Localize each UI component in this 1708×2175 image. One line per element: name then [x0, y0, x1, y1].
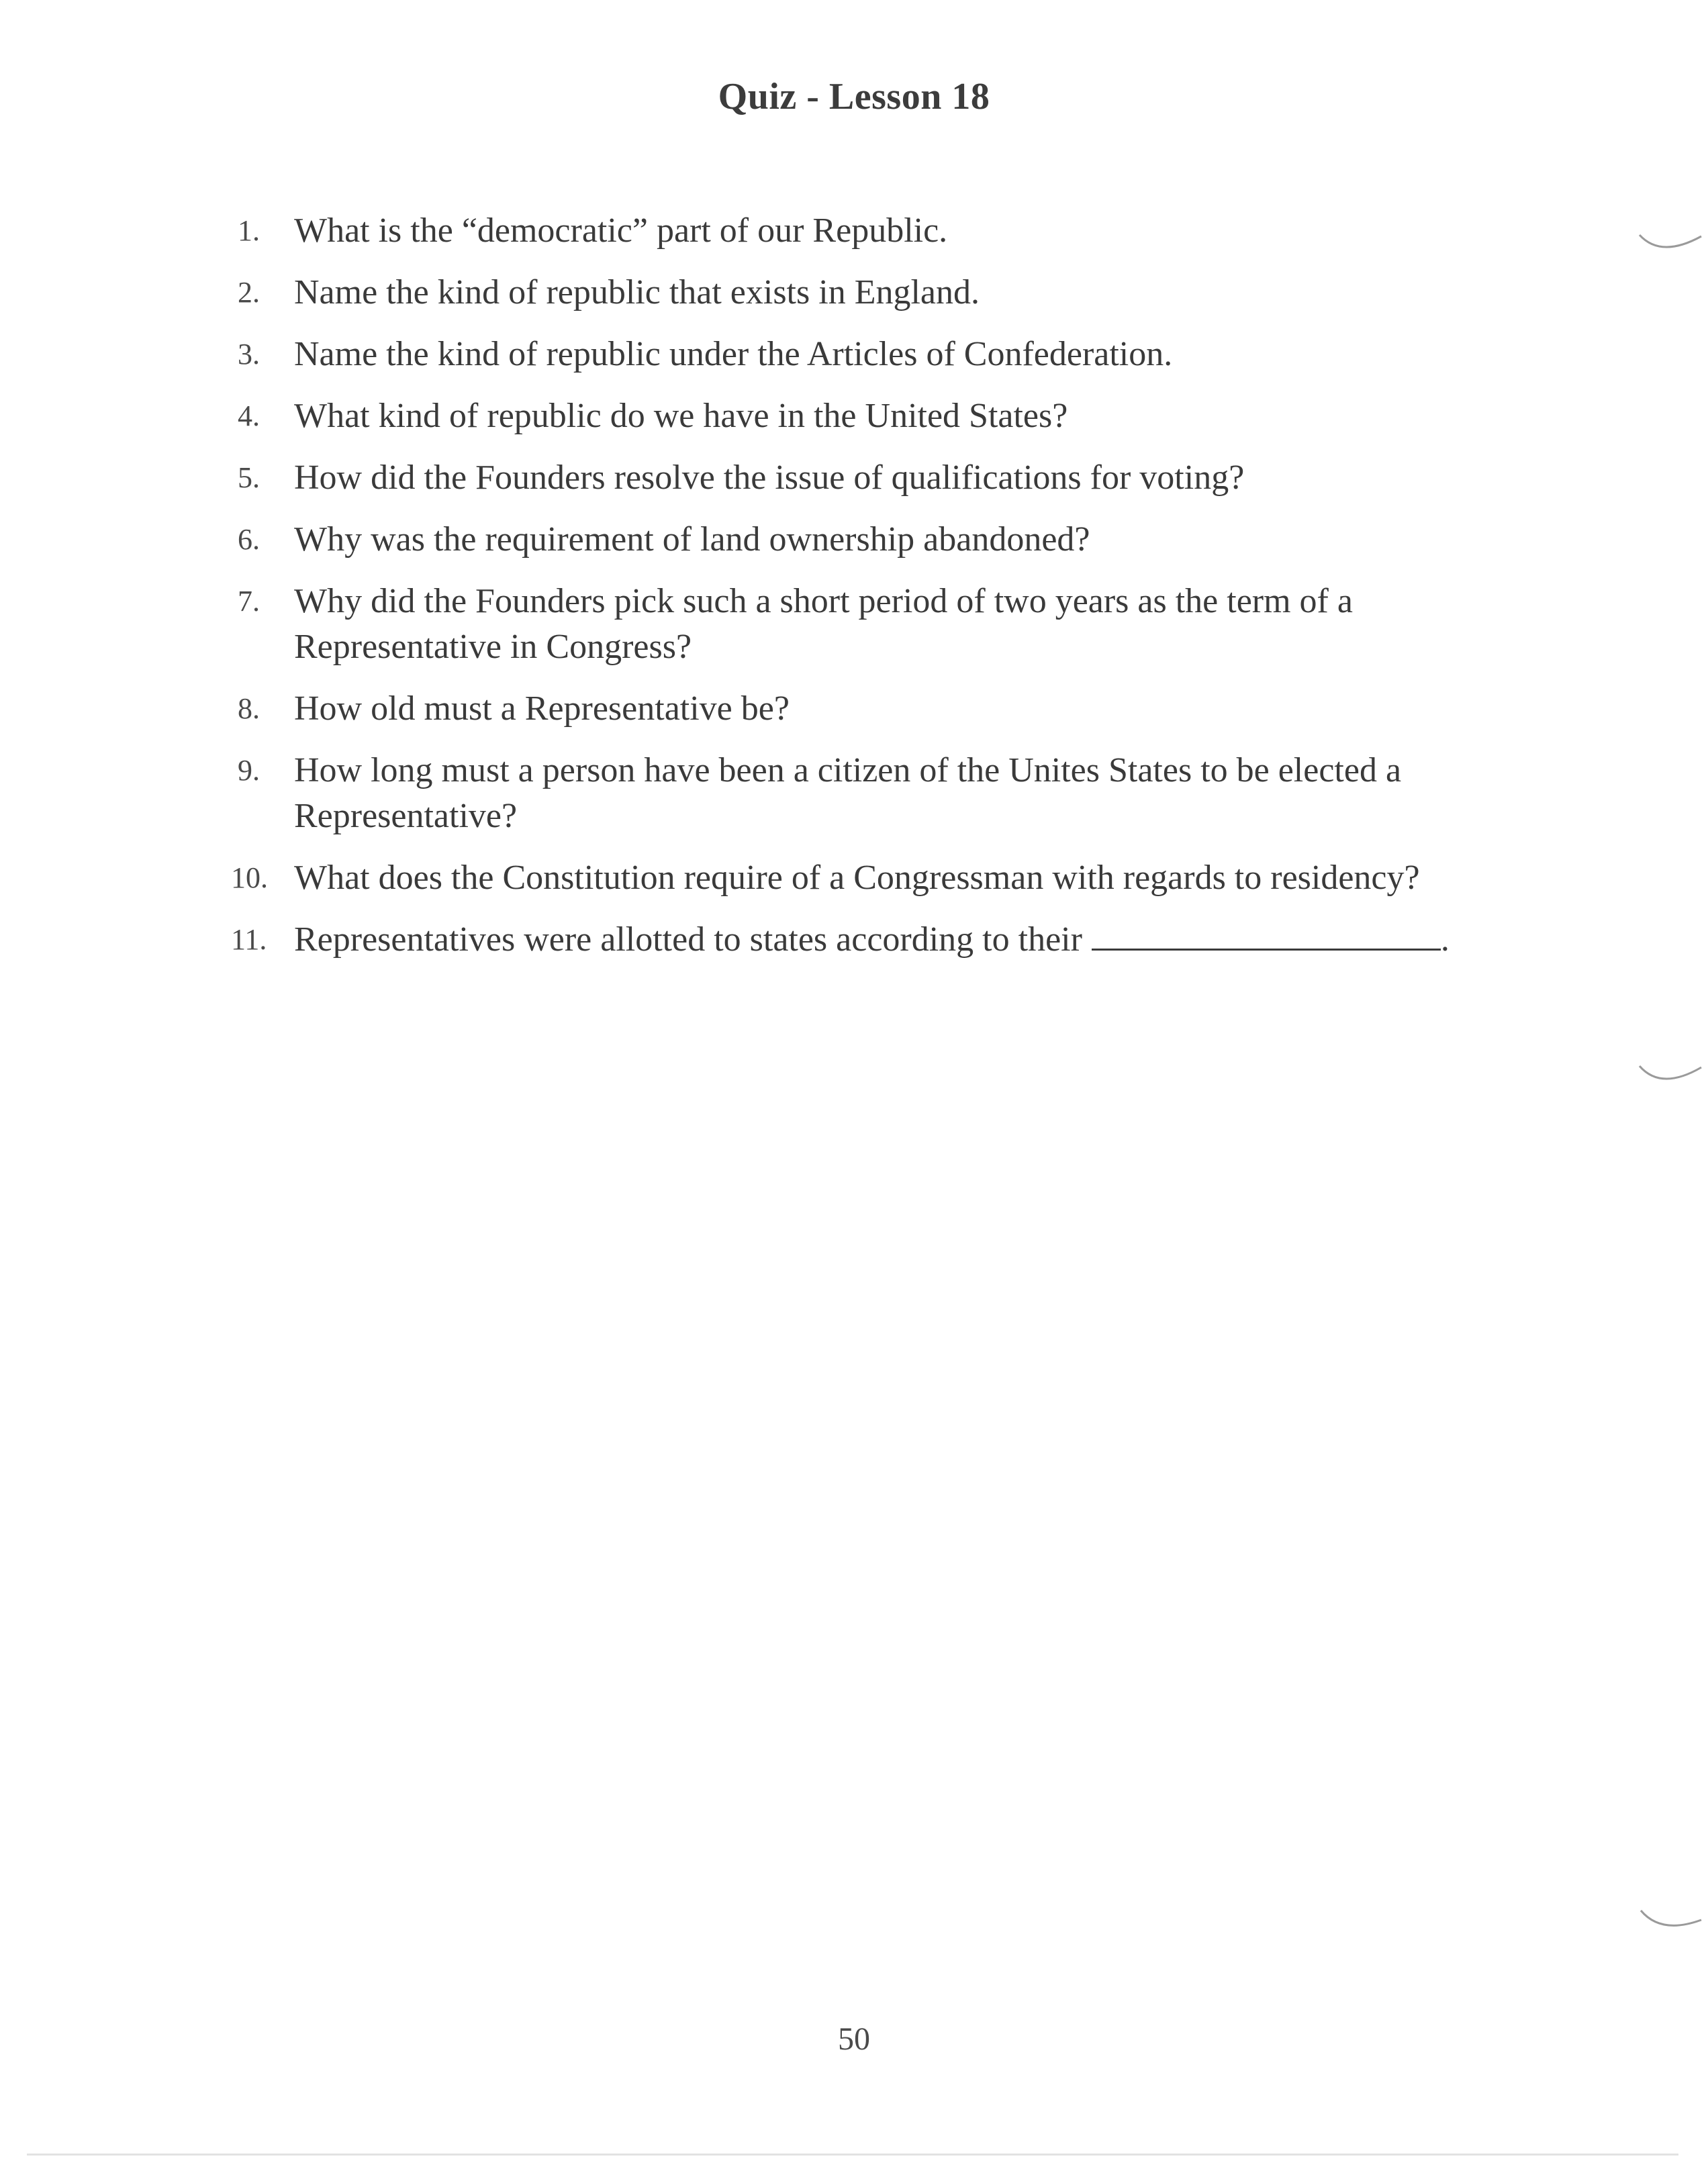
question-text: How long must a person have been a citizen of the Unites States to be elected a Representative?	[294, 751, 1402, 835]
question-number: 3.	[238, 338, 260, 371]
question-number: 10.	[231, 861, 268, 894]
question-item	[235, 686, 1564, 732]
question-text: What kind of republic do we have in the United States?	[294, 397, 1068, 435]
punch-hole-mark-icon	[1634, 1900, 1708, 1940]
scan-edge-divider	[27, 2154, 1678, 2156]
question-item	[235, 393, 1564, 439]
punch-hole-mark-icon	[1634, 1054, 1708, 1094]
question-text: Why did the Founders pick such a short period of two years as the term of a Representative in Congress?	[294, 582, 1353, 666]
question-text: What does the Constitution require of a Congressman with regards to residency?	[294, 859, 1420, 897]
question-number: 6.	[238, 523, 260, 556]
question-number: 7.	[238, 585, 260, 618]
question-item	[235, 208, 1564, 254]
question-item	[235, 748, 1564, 839]
question-number: 2.	[238, 276, 260, 309]
question-number: 11.	[231, 923, 267, 956]
question-item	[235, 517, 1564, 563]
punch-hole-mark-icon	[1634, 222, 1708, 262]
question-text: How did the Founders resolve the issue of qualifications for voting?	[294, 458, 1245, 497]
question-suffix: .	[1440, 920, 1450, 959]
question-item	[231, 855, 1564, 901]
question-text-fill-in	[294, 917, 1564, 963]
question-text: Name the kind of republic under the Articles of Confederation.	[294, 335, 1173, 373]
question-item	[231, 917, 1564, 963]
question-number: 8.	[238, 692, 260, 725]
question-item	[235, 332, 1564, 377]
question-number: 5.	[238, 461, 260, 494]
question-text: How old must a Representative be?	[294, 689, 790, 728]
question-number: 4.	[238, 399, 260, 432]
question-list	[231, 208, 1564, 963]
question-number: 9.	[238, 754, 260, 787]
question-item	[235, 270, 1564, 316]
page-number: 50	[838, 2021, 870, 2057]
question-text: Name the kind of republic that exists in England.	[294, 273, 980, 311]
answer-blank[interactable]	[1092, 919, 1441, 951]
question-number: 1.	[238, 214, 260, 247]
question-text: What is the “democratic” part of our Republic.	[294, 211, 948, 250]
question-item	[235, 455, 1564, 501]
question-text: Representatives were allotted to states according to their	[294, 920, 1082, 959]
question-item	[235, 579, 1564, 670]
question-text: Why was the requirement of land ownership abandoned?	[294, 520, 1090, 559]
page-title: Quiz - Lesson 18	[718, 76, 990, 117]
